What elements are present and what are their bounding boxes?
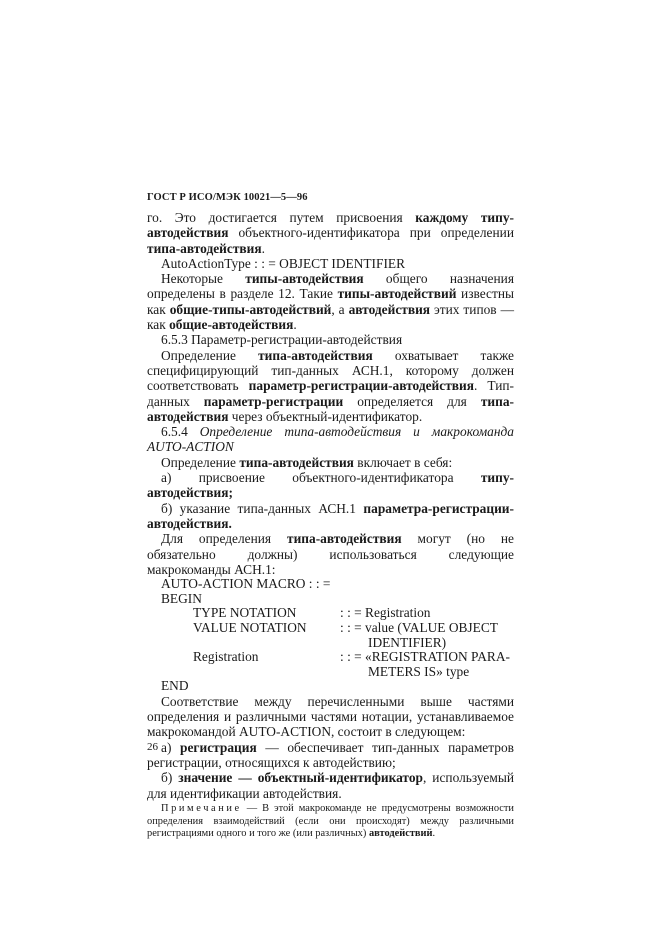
macro-value: IDENTIFIER)	[368, 634, 447, 650]
text-span: Некоторые	[161, 271, 246, 287]
text-span: го. Это достигается путем присвоения	[147, 210, 416, 225]
term-bold: автодействий	[368, 828, 433, 840]
text-span: охватывает также специфицирующий тип-данных АСН.1, которому должен соответствовать	[147, 347, 514, 394]
text-span: — обеспечивает тип-данных параметров регистрации, относящихся к автодействию;	[147, 739, 514, 771]
list-item-b	[147, 501, 514, 532]
term-bold: параметра-регистрации-автодействия.	[147, 500, 514, 531]
text-span: Для определения	[161, 531, 287, 547]
text-span: .	[293, 317, 297, 333]
macro-label: VALUE NOTATION	[193, 619, 307, 635]
term-bold: параметр-регистрации	[203, 393, 344, 409]
term-bold: регистрация	[180, 739, 257, 755]
paragraph-registration-parameter	[147, 348, 514, 424]
macro-line	[147, 665, 514, 680]
term-bold: параметр-регистрации-автодействия	[248, 378, 474, 394]
term-bold: типа-автодействия	[287, 531, 402, 547]
text-span: . Тип-данных	[147, 378, 514, 409]
macro-header: AUTO-ACTION MACRO : : =	[161, 576, 331, 592]
macro-begin: BEGIN	[161, 590, 202, 606]
text-span: .	[432, 828, 436, 840]
term-bold: типа-автодействия	[258, 347, 373, 363]
macro-line	[147, 621, 514, 636]
asn1-definition-autoactiontype: AutoActionType : : = OBJECT IDENTIFIER	[161, 255, 406, 271]
section-title: Определение типа-автодействия и макрокоманда AUTO-ACTION	[147, 424, 514, 455]
macro-line	[147, 577, 514, 592]
paragraph-correspondence: Соответствие между перечисленными выше частями определения и различными частями нотации, устанавливаемое макрокомандой AUTO-ACTION, состоит в следующем:	[147, 693, 514, 740]
text-span: б) указание типа-данных АСН.1	[161, 500, 364, 516]
text-span: известны как	[147, 286, 514, 317]
term-bold: типа-автодействия	[147, 393, 514, 424]
text-span: .	[261, 240, 265, 256]
text-span: определяется для	[343, 393, 481, 409]
page-number: 26	[147, 741, 158, 753]
text-span: общего назначения определены в разделе 12. Такие	[147, 271, 514, 302]
text-span: этих типов — как	[147, 301, 514, 333]
term-bold: значение — объектный-идентификатор	[178, 770, 423, 786]
list-item-a	[147, 740, 514, 771]
term-bold: типа-автодействия	[239, 454, 354, 470]
asn1-macro-block	[147, 577, 514, 694]
body-text	[147, 210, 514, 841]
text-span: могут (но не обязательно должны) использоваться следующие макрокоманды АСН.1:	[147, 531, 514, 577]
paragraph-macro-intro	[147, 531, 514, 577]
text-span: — В этой макрокоманде не предусмотрены возможности определения взаимодействий (если они происходят) между различными регистрациями одного и того же (или различных)	[147, 802, 514, 840]
macro-label: Registration	[193, 649, 259, 665]
text-span: а)	[161, 739, 181, 755]
term-bold: типы-автодействия	[245, 271, 364, 287]
macro-value: : : = Registration	[340, 605, 431, 621]
document-header: ГОСТ Р ИСО/МЭК 10021—5—96	[147, 192, 308, 203]
macro-line	[147, 636, 514, 651]
text-span: включает в себя:	[353, 454, 453, 470]
paragraph-continuation	[147, 210, 514, 256]
text-span: б)	[161, 770, 179, 786]
text-span: объектного-идентификатора при определении	[228, 225, 514, 241]
text-span: Определение	[161, 347, 259, 363]
term-bold: каждому типу-автодействия	[147, 210, 514, 241]
term-bold: общие-автодействия	[169, 317, 294, 333]
macro-line	[147, 650, 514, 665]
macro-line	[147, 592, 514, 607]
text-span: через объектный-идентификатор.	[228, 408, 423, 424]
text-span: Определение	[161, 454, 240, 470]
term-bold: типу-автодействия;	[147, 470, 514, 501]
text-span: , используемый для идентификации автодействия.	[147, 770, 514, 801]
macro-value: METERS IS» type	[368, 663, 470, 679]
note-label: Примечание	[161, 802, 242, 814]
macro-line	[147, 679, 514, 694]
term-bold: типа-автодействия	[147, 240, 262, 256]
term-bold: типы-автодействий	[337, 286, 457, 302]
list-item-b	[147, 770, 514, 801]
text-span: , а	[331, 301, 349, 317]
paragraph-definition-includes	[147, 455, 514, 470]
section-number: 6.5.4	[161, 424, 200, 440]
macro-value: : : = value (VALUE OBJECT	[340, 619, 498, 635]
macro-end: END	[161, 678, 189, 694]
macro-value: : : = «REGISTRATION PARA-	[340, 649, 510, 665]
note	[147, 803, 514, 841]
list-item-a	[147, 470, 514, 501]
macro-line	[147, 606, 514, 621]
section-heading-6-5-3: 6.5.3 Параметр-регистрации-автодействия	[161, 332, 403, 348]
term-bold: автодействия	[348, 301, 431, 317]
text-span: а) присвоение объектного-идентификатора	[161, 470, 481, 486]
paragraph-general-types	[147, 271, 514, 332]
section-heading-6-5-4	[147, 424, 514, 455]
macro-label: TYPE NOTATION	[193, 605, 297, 621]
term-bold: общие-типы-автодействий	[169, 301, 332, 317]
